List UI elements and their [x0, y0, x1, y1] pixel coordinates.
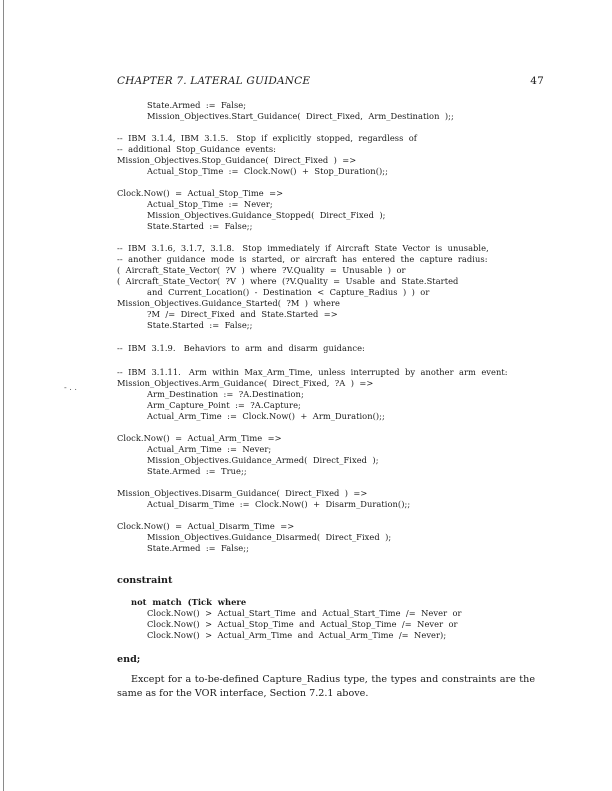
code-line: Clock.Now() = Actual_Stop_Time =>	[117, 188, 284, 198]
margin-mark: - . .	[64, 383, 77, 392]
code-comment: -- IBM 3.1.6, 3.1.7, 3.1.8. Stop immediately if Aircraft State Vector is unusable,	[117, 243, 489, 253]
code-comment: -- IBM 3.1.11. Arm within Max_Arm_Time, unless interrupted by another arm event:	[117, 367, 508, 377]
code-line: Actual_Arm_Time := Clock.Now() + Arm_Duration();;	[147, 411, 385, 421]
code-line: State.Armed := True;;	[147, 466, 247, 476]
constraint-line: Clock.Now() > Actual_Stop_Time and Actual_Stop_Time /= Never or	[147, 619, 458, 629]
code-line: Clock.Now() = Actual_Arm_Time =>	[117, 433, 282, 443]
constraint-line: Clock.Now() > Actual_Arm_Time and Actual_Arm_Time /= Never);	[147, 630, 447, 640]
code-line: and Current_Location() - Destination < Capture_Radius ) ) or	[147, 287, 430, 297]
end-keyword: end;	[117, 654, 141, 665]
constraint-line: Clock.Now() > Actual_Start_Time and Actual_Start_Time /= Never or	[147, 608, 462, 618]
code-comment: -- IBM 3.1.9. Behaviors to arm and disarm guidance:	[117, 343, 365, 353]
code-line: ( Aircraft_State_Vector( ?V ) where (?V.Quality = Usable and State.Started	[117, 276, 459, 286]
code-line: Actual_Arm_Time := Never;	[147, 444, 272, 454]
code-line: Clock.Now() = Actual_Disarm_Time =>	[117, 521, 295, 531]
page-number: 47	[530, 75, 544, 87]
body-paragraph: Except for a to-be-defined Capture_Radius type, the types and constraints are the same as for the VOR interface, Section 7.2.1 above.	[117, 674, 535, 699]
code-line: Actual_Stop_Time := Clock.Now() + Stop_Duration();;	[147, 166, 388, 176]
running-header	[117, 75, 544, 87]
code-line: Mission_Objectives.Guidance_Armed( Direct_Fixed );	[147, 455, 379, 465]
code-line: Mission_Objectives.Guidance_Stopped( Direct_Fixed );	[147, 210, 386, 220]
code-line: Mission_Objectives.Stop_Guidance( Direct_Fixed ) =>	[117, 155, 357, 165]
chapter-title: CHAPTER 7. LATERAL GUIDANCE	[117, 75, 311, 87]
constraint-keyword: constraint	[117, 575, 173, 586]
code-line: Mission_Objectives.Guidance_Started( ?M ) where	[117, 298, 340, 308]
code-comment: -- another guidance mode is started, or aircraft has entered the capture radius:	[117, 254, 488, 264]
code-line: State.Started := False;;	[147, 221, 253, 231]
constraint-line: not match (Tick where	[131, 597, 247, 607]
code-line: Arm_Capture_Point := ?A.Capture;	[147, 400, 301, 410]
code-line: Actual_Stop_Time := Never;	[147, 199, 273, 209]
code-line: State.Started := False;;	[147, 320, 253, 330]
code-line: Mission_Objectives.Guidance_Disarmed( Direct_Fixed );	[147, 532, 392, 542]
code-line: Mission_Objectives.Start_Guidance( Direct_Fixed, Arm_Destination );;	[147, 111, 454, 121]
code-line: ?M /= Direct_Fixed and State.Started =>	[147, 309, 338, 319]
code-line: Actual_Disarm_Time := Clock.Now() + Disarm_Duration();;	[147, 499, 411, 509]
code-line: State.Armed := False;	[147, 100, 247, 110]
code-line: ( Aircraft_State_Vector( ?V ) where ?V.Quality = Unusable ) or	[117, 265, 406, 275]
page-edge-line	[3, 0, 4, 791]
code-comment: -- additional Stop_Guidance events:	[117, 144, 276, 154]
code-line: State.Armed := False;;	[147, 543, 249, 553]
code-comment: -- IBM 3.1.4, IBM 3.1.5. Stop if explicitly stopped, regardless of	[117, 133, 417, 143]
code-line: Mission_Objectives.Disarm_Guidance( Direct_Fixed ) =>	[117, 488, 368, 498]
code-line: Mission_Objectives.Arm_Guidance( Direct_Fixed, ?A ) =>	[117, 378, 374, 388]
code-line: Arm_Destination := ?A.Destination;	[147, 389, 304, 399]
